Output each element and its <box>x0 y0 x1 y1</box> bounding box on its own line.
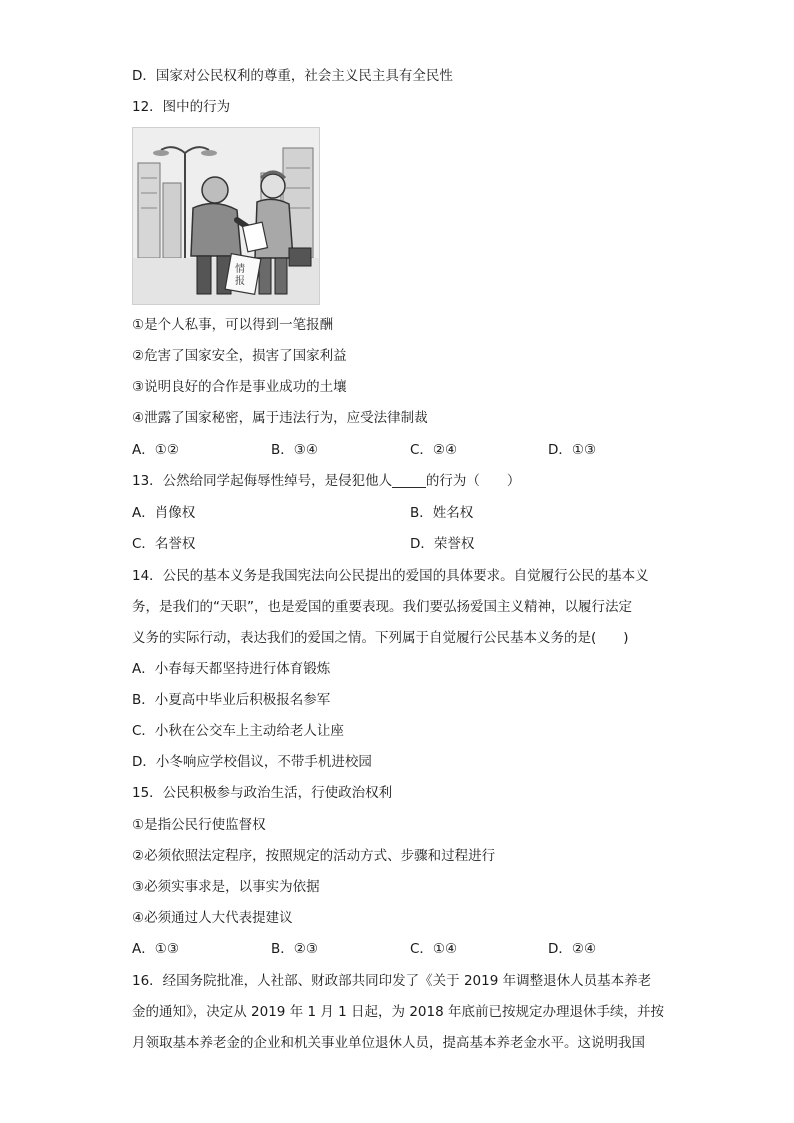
q15-option-b: B．②③ <box>271 941 318 957</box>
q12-cartoon-figure <box>132 127 320 305</box>
q15-statement-1: ①是指公民行使监督权 <box>132 817 266 833</box>
q12-option-a: A．①② <box>132 442 179 458</box>
q14-stem-line-1: 14．公民的基本义务是我国宪法向公民提出的爱国的具体要求。自觉履行公民的基本义 <box>132 568 649 584</box>
q13-stem: 13．公然给同学起侮辱性绰号，是侵犯他人_____的行为（ ） <box>132 473 521 489</box>
q15-option-c: C．①④ <box>410 941 458 957</box>
q14-stem-line-2: 务，是我们的“天职”，也是爱国的重要表现。我们要弘扬爱国主义精神，以履行法定 <box>132 599 632 615</box>
q16-stem-line-2: 金的通知》，决定从 2019 年 1 月 1 日起，为 2018 年底前已按规定办理退休手续，并按 <box>132 1004 664 1020</box>
q14-option-a: A．小春每天都坚持进行体育锻炼 <box>132 661 331 677</box>
q11-option-d: D．国家对公民权利的尊重，社会主义民主具有全民性 <box>132 68 453 84</box>
q15-option-a: A．①③ <box>132 941 179 957</box>
figure-document-label: 情报 <box>235 264 245 287</box>
q12-statement-1: ①是个人私事，可以得到一笔报酬 <box>132 317 334 333</box>
cartoon-illustration <box>133 128 319 304</box>
q12-option-b: B．③④ <box>271 442 318 458</box>
q12-statement-3: ③说明良好的合作是事业成功的土壤 <box>132 379 347 395</box>
q15-statement-4: ④必须通过人大代表提建议 <box>132 910 293 926</box>
q13-option-a: A．肖像权 <box>132 505 196 521</box>
q15-option-d: D．②④ <box>548 941 597 957</box>
q12-statement-2: ②危害了国家安全，损害了国家利益 <box>132 348 347 364</box>
q12-stem: 12．图中的行为 <box>132 99 231 115</box>
q12-option-c: C．②④ <box>410 442 458 458</box>
q14-option-b: B．小夏高中毕业后积极报名参军 <box>132 692 331 708</box>
q13-option-b: B．姓名权 <box>410 505 474 521</box>
q14-option-c: C．小秋在公交车上主动给老人让座 <box>132 723 344 739</box>
q13-option-d: D．荣誉权 <box>410 536 475 552</box>
q14-stem-line-3: 义务的实际行动，表达我们的爱国之情。下列属于自觉履行公民基本义务的是( ) <box>132 630 629 646</box>
q15-statement-3: ③必须实事求是，以事实为依据 <box>132 879 320 895</box>
q12-option-d: D．①③ <box>548 442 597 458</box>
q15-statement-2: ②必须依照法定程序，按照规定的活动方式、步骤和过程进行 <box>132 848 496 864</box>
q16-stem-line-1: 16．经国务院批准，人社部、财政部共同印发了《关于 2019 年调整退休人员基本养老 <box>132 973 652 989</box>
q12-statement-4: ④泄露了国家秘密，属于违法行为，应受法律制裁 <box>132 410 428 426</box>
q14-option-d: D．小冬响应学校倡议，不带手机进校园 <box>132 754 372 770</box>
q13-option-c: C．名誉权 <box>132 536 196 552</box>
q15-stem: 15．公民积极参与政治生活，行使政治权利 <box>132 785 393 801</box>
q16-stem-line-3: 月领取基本养老金的企业和机关事业单位退休人员，提高基本养老金水平。这说明我国 <box>132 1035 645 1051</box>
